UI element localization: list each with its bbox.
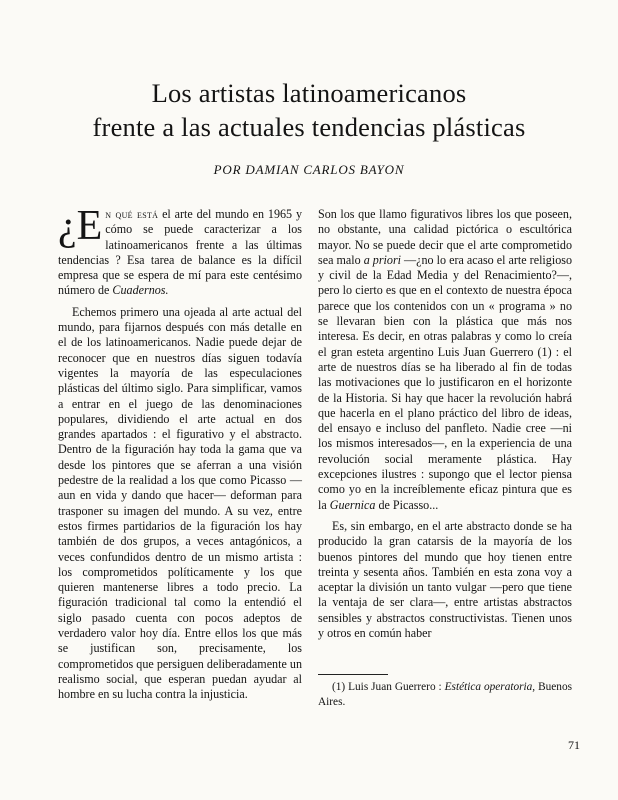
title-line-2: frente a las actuales tendencias plásticas xyxy=(92,112,526,142)
paragraph-3 xyxy=(318,207,572,513)
footnote-text-a: (1) Luis Juan Guerrero : xyxy=(332,681,445,693)
paragraph-4: Es, sin embargo, en el arte abstracto donde se ha producido la gran catarsis de la mayoría de los buenos pintores del mundo que hoy tienen entre treinta y sesenta años. También en esta zona voy a aceptar la división un tanto vulgar —pero que tiene la ventaja de ser clara—, entre artistas abstractos sensibles y abstractos constructivistas. Tienen unos y otros en común haber xyxy=(318,518,572,641)
footnote-book-title: Estética operatoria, xyxy=(444,681,536,693)
paragraph-1-text: el arte del mundo en 1965 y cómo se puede caracterizar a los latinoamericanos frente a las últimas tendencias ? Esa tarea de balance es la difícil empresa que se espera de mí para este centésimo número de xyxy=(58,207,302,298)
paragraph-2: Echemos primero una ojeada al arte actual del mundo, para fijarnos después con más detalle en el de los latinoamericanos. Nadie puede dejar de reconocer que en nuestros días siguen todavía vigentes la mayoría de las especulaciones plásticas del último siglo. Para simplificar, vamos a entrar en el juego de las denominaciones populares, dividiendo el arte actual en dos grandes apartados : el figurativo y el abstracto. Dentro de la figuración hay toda la gama que va desde los pintores que se aferran a una visión pedestre de la realidad a los que como Picasso —aun en vida y dando que hacer— deforman para trasponer su imagen del mundo. A su vez, entre estos firmes partidarios de la figuración los hay también de dos grupos, a veces antagónicos, a veces confundidos dentro de un mismo artista : los comprometidos políticamente y los que quieren mantenerse libres a todo precio. La figuración tradicional tal como la entendió el siglo pasado cuenta con pocos adeptos de verdadero valor hoy día. Entre ellos los que más se justifican son, precisamente, los comprometidos que persiguen deliberadamente un realismo social, que esperan puedan ayudar al hombre en su lucha contra la injusticia. xyxy=(58,304,302,702)
footnote xyxy=(318,680,572,710)
paragraph-3-text-a: Son los que llamo figurativos libres los que poseen, no obstante, una calidad pictórica o escultórica mayor. No se puede decir que el arte comprometido sea malo xyxy=(318,207,572,267)
italic-a-priori: a priori xyxy=(363,252,402,267)
drop-cap: ¿E xyxy=(58,203,103,249)
footnote-rule xyxy=(318,674,388,675)
title-line-1: Los artistas latinoamericanos xyxy=(151,78,467,108)
left-column xyxy=(58,203,302,703)
opening-small-caps: n qué está xyxy=(105,207,159,221)
journal-name-italic: Cuadernos. xyxy=(112,283,169,298)
article-title xyxy=(0,76,618,144)
italic-guernica: Guernica xyxy=(329,497,376,512)
paragraph-1 xyxy=(58,203,302,299)
author-byline: POR DAMIAN CARLOS BAYON xyxy=(213,162,405,177)
right-column xyxy=(318,207,572,641)
footnote-text-b: Buenos Aires. xyxy=(318,681,572,708)
paragraph-3-text-c: de Picasso... xyxy=(375,497,439,512)
paragraph-3-text-b: —¿no lo era acaso el arte religioso y civil de la Edad Media y del Renacimiento?—, pero lo cierto es que en el contexto de nuestra época parece que los contenidos con un « programa » no se llevaran bien con la plástica que más nos interesa. Es decir, en otras palabras y como lo creía el gran esteta argentino Luis Juan Guerrero (1) : el arte de nuestros días se ha liberado al fin de todas las motivaciones que lo justificaron en el horizonte de la Historia. Si hay que hacer la revolución habrá que hacerla en el plano práctico del libro de ideas, del ensayo e incluso del panfleto. Nadie cree —ni los mismos interesados—, en la experiencia de una revolución social meramente plástica. Hay excepciones ilustres : supongo que el lector piensa como yo en la increíblemente eficaz pintura que es la xyxy=(318,252,572,512)
page-number: 71 xyxy=(568,738,580,752)
